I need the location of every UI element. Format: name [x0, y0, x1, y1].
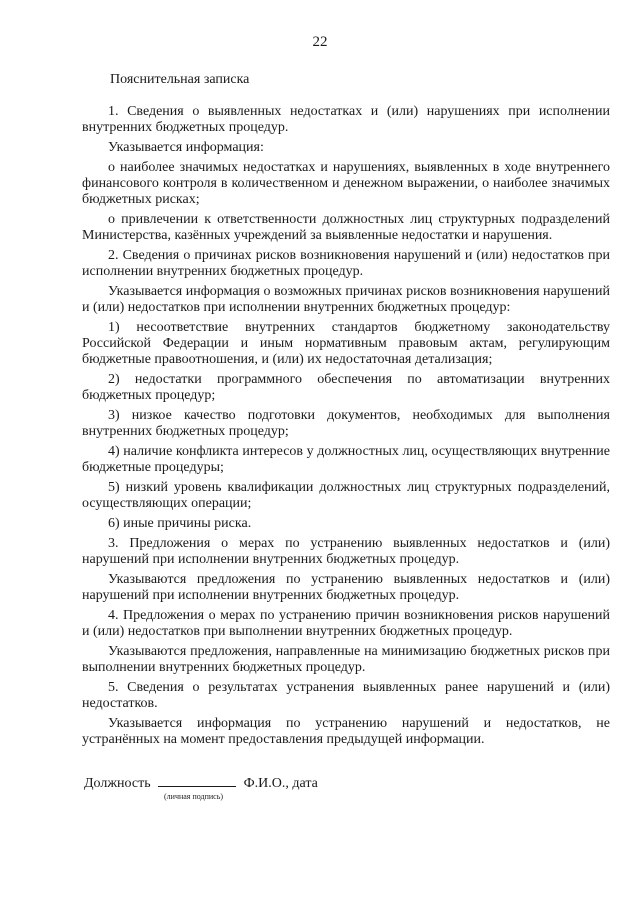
paragraph: 5. Сведения о результатах устранения выявленных ранее нарушений и (или) недостатков.	[82, 680, 610, 711]
paragraph: о наиболее значимых недостатках и нарушениях, выявленных в ходе внутреннего финансового контроля в количественном и денежном выражении, о наиболее значимых бюджетных рисках;	[82, 160, 610, 207]
paragraph: 2) недостатки программного обеспечения по автоматизации внутренних бюджетных процедур;	[82, 372, 610, 403]
paragraph: 1) несоответствие внутренних стандартов бюджетному законодательству Российской Федерации и иным нормативным правовым актам, регулирующим бюджетные правоотношения, и (или) их недостаточная детализация;	[82, 320, 610, 367]
position-label: Должность	[84, 776, 151, 791]
signature-line	[158, 774, 236, 787]
paragraph: 3. Предложения о мерах по устранению выявленных недостатков и (или) нарушений при исполнении внутренних бюджетных процедур.	[82, 536, 610, 567]
paragraph: о привлечении к ответственности должностных лиц структурных подразделений Министерства, казённых учреждений за выявленные недостатки и нарушения.	[82, 212, 610, 243]
name-date-label: Ф.И.О., дата	[243, 776, 318, 791]
paragraph: Указывается информация по устранению нарушений и недостатков, не устранённых на момент предоставления предыдущей информации.	[82, 716, 610, 747]
paragraph: 2. Сведения о причинах рисков возникновения нарушений и (или) недостатков при исполнении внутренних бюджетных процедур.	[82, 248, 610, 279]
paragraph: 4. Предложения о мерах по устранению причин возникновения рисков нарушений и (или) недостатков при выполнении внутренних бюджетных процедур.	[82, 608, 610, 639]
paragraph: 4) наличие конфликта интересов у должностных лиц, осуществляющих внутренние бюджетные процедуры;	[82, 444, 610, 475]
paragraph: Указывается информация:	[108, 140, 264, 155]
document-body	[82, 104, 610, 752]
paragraph: 1. Сведения о выявленных недостатках и (или) нарушениях при исполнении внутренних бюджетных процедур.	[82, 104, 610, 135]
paragraph: Указывается информация о возможных причинах рисков возникновения нарушений и (или) недостатков при исполнении внутренних бюджетных процедур:	[82, 284, 611, 315]
signature-caption: (личная подпись)	[164, 792, 224, 801]
paragraph: Указываются предложения, направленные на минимизацию бюджетных рисков при выполнении внутренних бюджетных процедур.	[82, 644, 610, 675]
signature-block	[84, 774, 318, 792]
paragraph: 3) низкое качество подготовки документов, необходимых для выполнения внутренних бюджетных процедур;	[82, 408, 610, 439]
paragraph: Указываются предложения по устранению выявленных недостатков и (или) нарушений при исполнении внутренних бюджетных процедур.	[82, 572, 610, 603]
paragraph: 5) низкий уровень квалификации должностных лиц структурных подразделений, осуществляющих операции;	[82, 480, 610, 511]
page-number: 22	[312, 34, 328, 50]
document-title: Пояснительная записка	[110, 72, 250, 87]
paragraph: 6) иные причины риска.	[108, 516, 252, 531]
